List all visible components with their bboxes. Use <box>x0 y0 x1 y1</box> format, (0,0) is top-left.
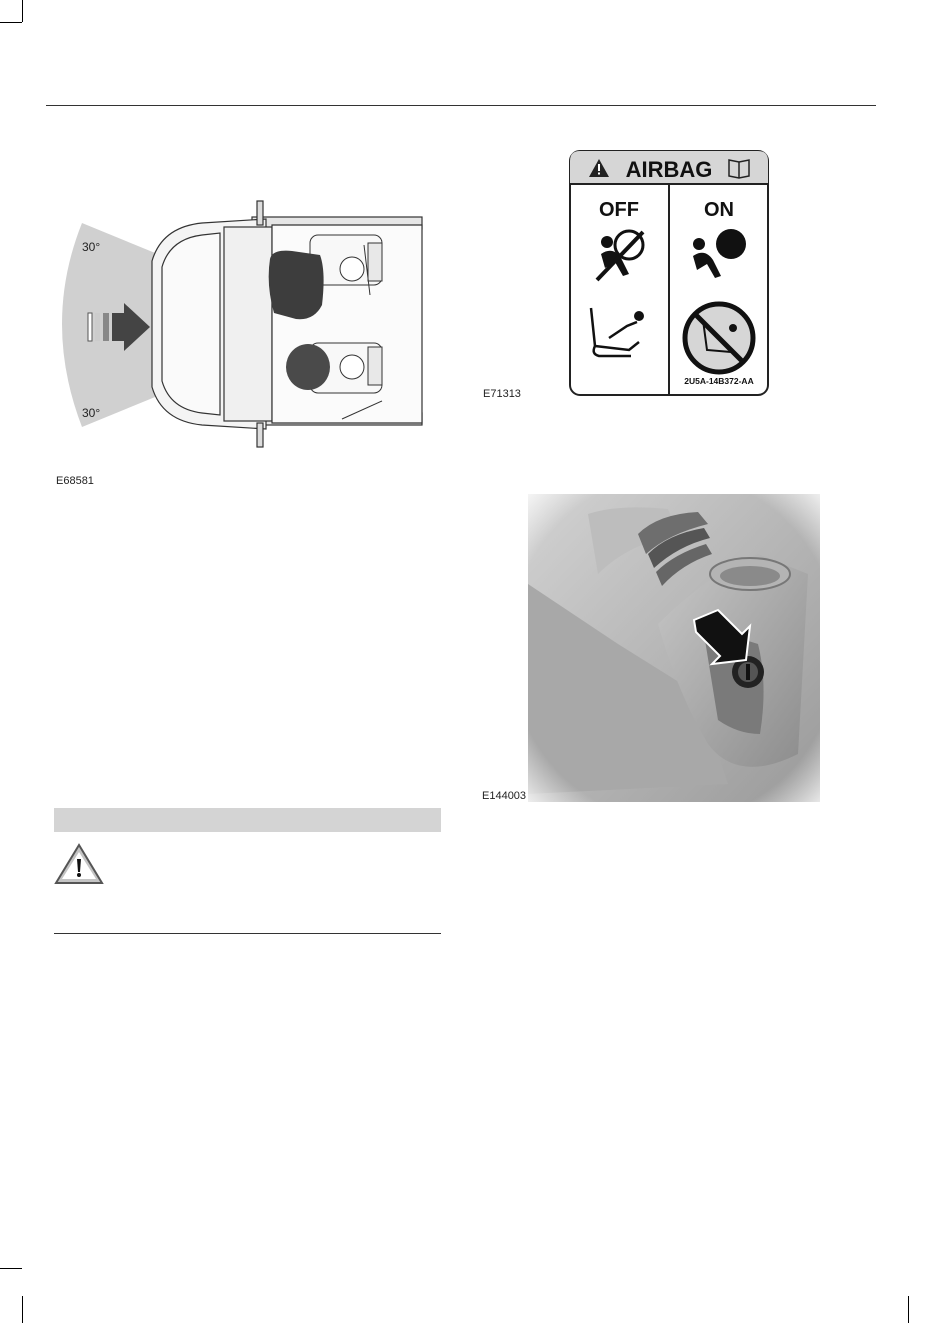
crop-mark <box>0 22 22 23</box>
crop-mark <box>908 1296 909 1323</box>
vehicle-outline <box>152 201 422 447</box>
figure-label: E144003 <box>482 790 527 802</box>
warning-bottom-rule <box>54 933 441 934</box>
passenger-airbag-icon <box>286 344 330 390</box>
key-switch-figure <box>528 494 820 802</box>
crop-mark <box>22 0 23 22</box>
warning-triangle-icon <box>54 843 104 885</box>
crop-mark <box>22 1296 23 1323</box>
figure-label: E68581 <box>56 475 94 487</box>
angle-top-label: 30° <box>82 240 101 254</box>
figure-label: E71313 <box>483 388 521 400</box>
on-label: ON <box>704 199 734 221</box>
airbag-title: AIRBAG <box>625 157 713 182</box>
vehicle-top-view-figure <box>52 195 424 453</box>
angle-bottom-label: 30° <box>82 406 101 420</box>
header-rule <box>46 105 876 106</box>
warning-header-band <box>54 808 441 832</box>
crop-mark <box>0 1268 22 1269</box>
airbag-warning-label <box>569 150 769 396</box>
off-label: OFF <box>599 199 639 221</box>
driver-airbag-icon <box>269 251 324 320</box>
part-number: 2U5A-14B372-AA <box>684 376 754 386</box>
no-child-seat-icon <box>685 304 753 372</box>
